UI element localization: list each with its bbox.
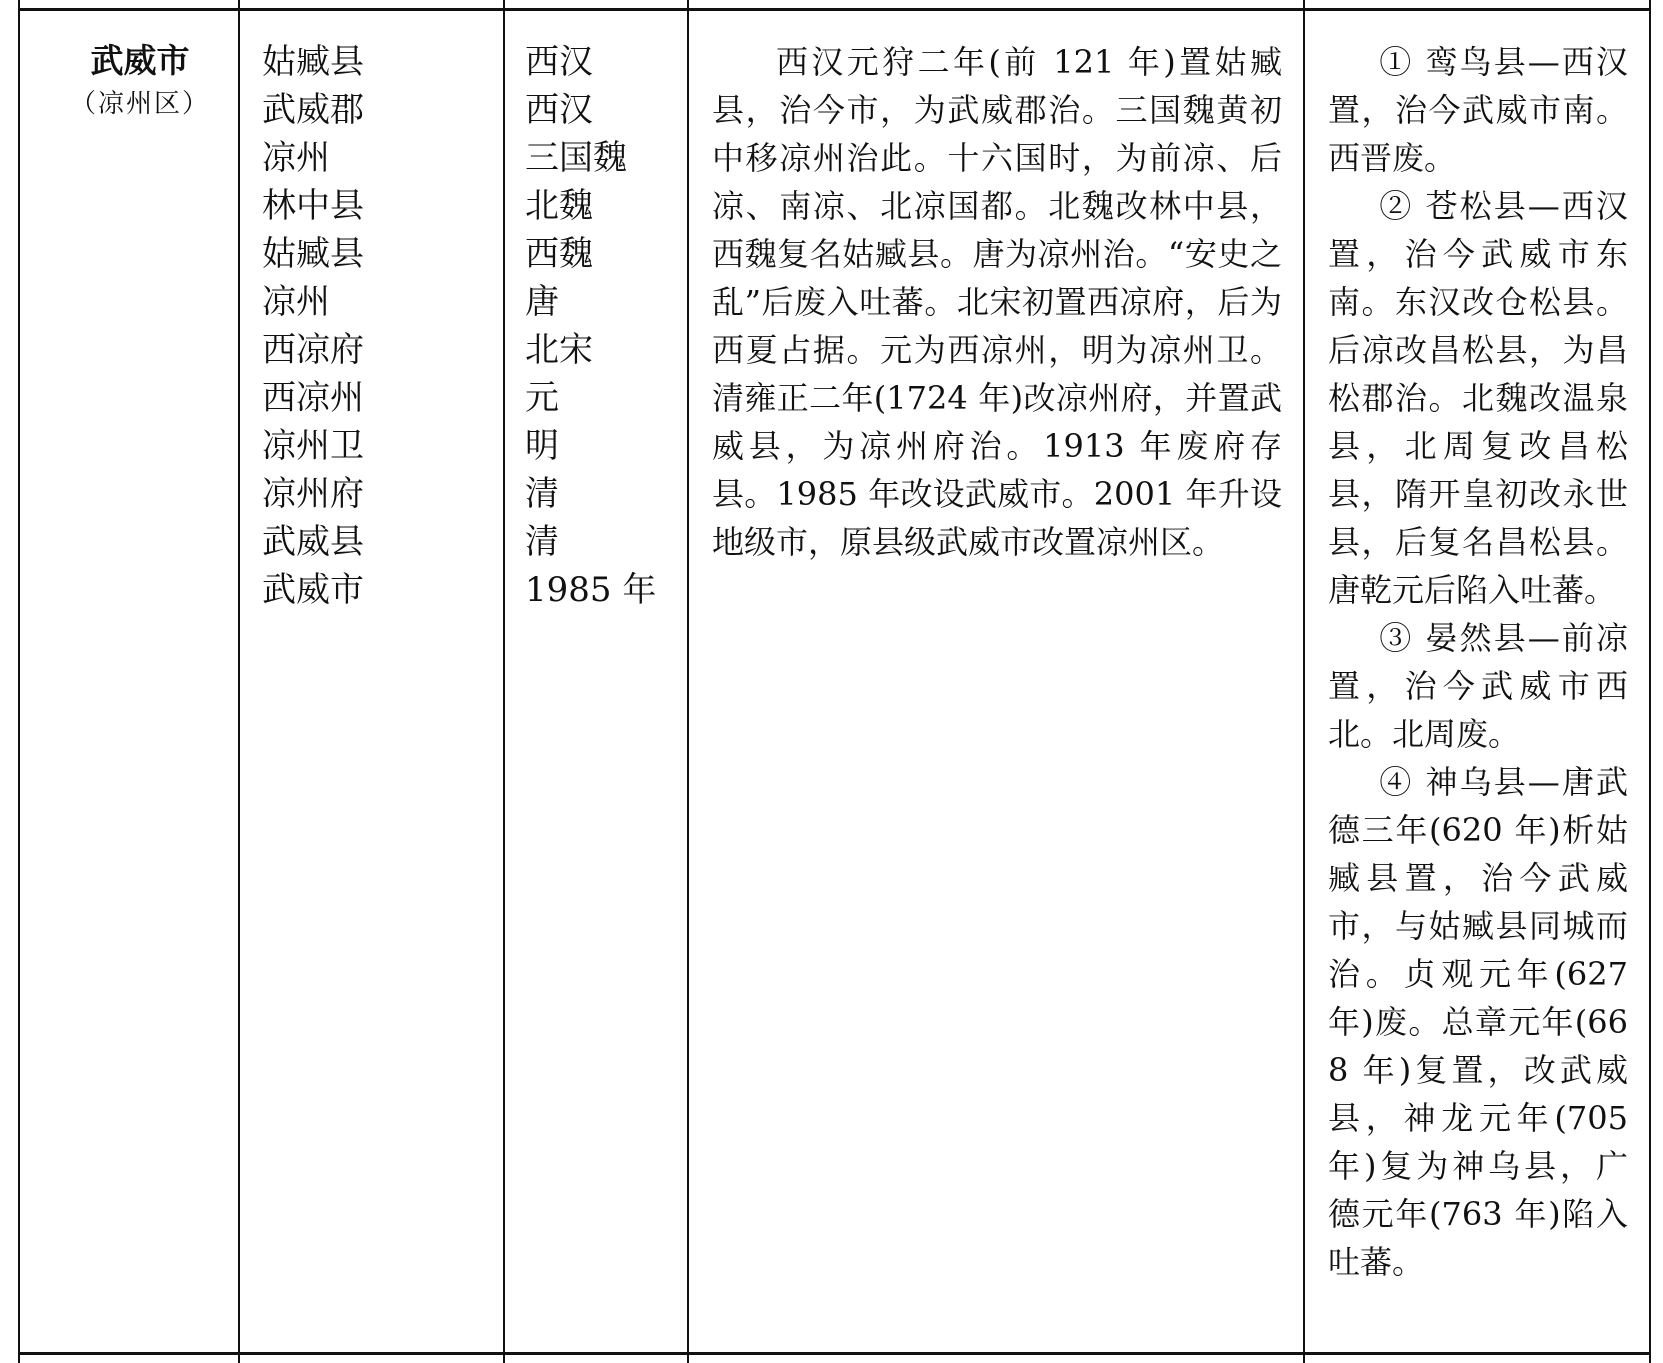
table-border-right bbox=[1649, 0, 1651, 1363]
list-item: 武威市 bbox=[262, 570, 364, 610]
list-item: 凉州府 bbox=[262, 474, 364, 514]
list-item: 1985 年 bbox=[525, 570, 657, 610]
note-item: ① 鸾鸟县—西汉置，治今武威市南。西晋废。 bbox=[1328, 43, 1628, 177]
city-district: （凉州区） bbox=[69, 89, 210, 119]
note-item: ④ 神乌县—唐武德三年(620 年)析姑臧县置，治今武威市，与姑臧县同城而治。贞观元年(627 年)废。总章元年(668 年)复置，改武威县，神龙元年(705 年)复为神乌县，广德元年(763 年)陷入吐蕃。 bbox=[1328, 763, 1628, 1281]
list-item: 武威县 bbox=[262, 522, 364, 562]
list-item: 西汉 bbox=[525, 42, 593, 82]
list-item: 西凉州 bbox=[262, 378, 364, 418]
list-item: 清 bbox=[525, 474, 559, 514]
list-item: 凉州 bbox=[262, 138, 330, 178]
city-cell bbox=[60, 38, 220, 124]
note-item: ② 苍松县—西汉置，治今武威市东南。东汉改仓松县。后凉改昌松县，为昌松郡治。北魏改温泉县，北周复改昌松县，隋开皇初改永世县，后复名昌松县。唐乾元后陷入吐蕃。 bbox=[1328, 187, 1628, 609]
historical-names-cell bbox=[262, 38, 364, 614]
list-item: 元 bbox=[525, 378, 559, 418]
column-divider-2 bbox=[503, 0, 505, 1363]
list-item: 西魏 bbox=[525, 234, 593, 274]
column-divider-1 bbox=[238, 0, 240, 1363]
table-row-bottom-border bbox=[18, 1352, 1651, 1355]
list-item: 清 bbox=[525, 522, 559, 562]
list-item: 凉州 bbox=[262, 282, 330, 322]
column-divider-3 bbox=[687, 0, 689, 1363]
list-item: 西凉府 bbox=[262, 330, 364, 370]
eras-cell bbox=[525, 38, 656, 614]
history-cell: 西汉元狩二年(前 121 年)置姑臧县，治今市，为武威郡治。三国魏黄初中移凉州治此。十六国时，为前凉、后凉、南凉、北凉国都。北魏改林中县，西魏复名姑臧县。唐为凉州治。“安史之乱”后废入吐蕃。北宋初置西凉府，后为西夏占据。元为西凉州，明为凉州卫。清雍正二年(1724 年)改凉州府，并置武威县，为凉州府治。1913 年废府存县。1985 年改设武威市。2001 年升设地级市，原县级武威市改置凉州区。 bbox=[712, 43, 1282, 561]
city-name: 武威市 bbox=[90, 41, 190, 80]
list-item: 明 bbox=[525, 426, 559, 466]
column-divider-4 bbox=[1303, 0, 1305, 1363]
eras-list bbox=[525, 38, 656, 614]
list-item: 姑臧县 bbox=[262, 234, 364, 274]
table-row-top-border bbox=[18, 8, 1651, 11]
list-item: 林中县 bbox=[262, 186, 364, 226]
list-item: 姑臧县 bbox=[262, 42, 364, 82]
list-item: 北魏 bbox=[525, 186, 593, 226]
table-border-left bbox=[18, 0, 20, 1363]
list-item: 西汉 bbox=[525, 90, 593, 130]
historical-names-list bbox=[262, 38, 364, 614]
list-item: 凉州卫 bbox=[262, 426, 364, 466]
list-item: 唐 bbox=[525, 282, 559, 322]
list-item: 北宋 bbox=[525, 330, 593, 370]
notes-cell bbox=[1328, 38, 1628, 1286]
list-item: 三国魏 bbox=[525, 138, 627, 178]
note-item: ③ 晏然县—前凉置，治今武威市西北。北周废。 bbox=[1328, 619, 1628, 753]
list-item: 武威郡 bbox=[262, 90, 364, 130]
